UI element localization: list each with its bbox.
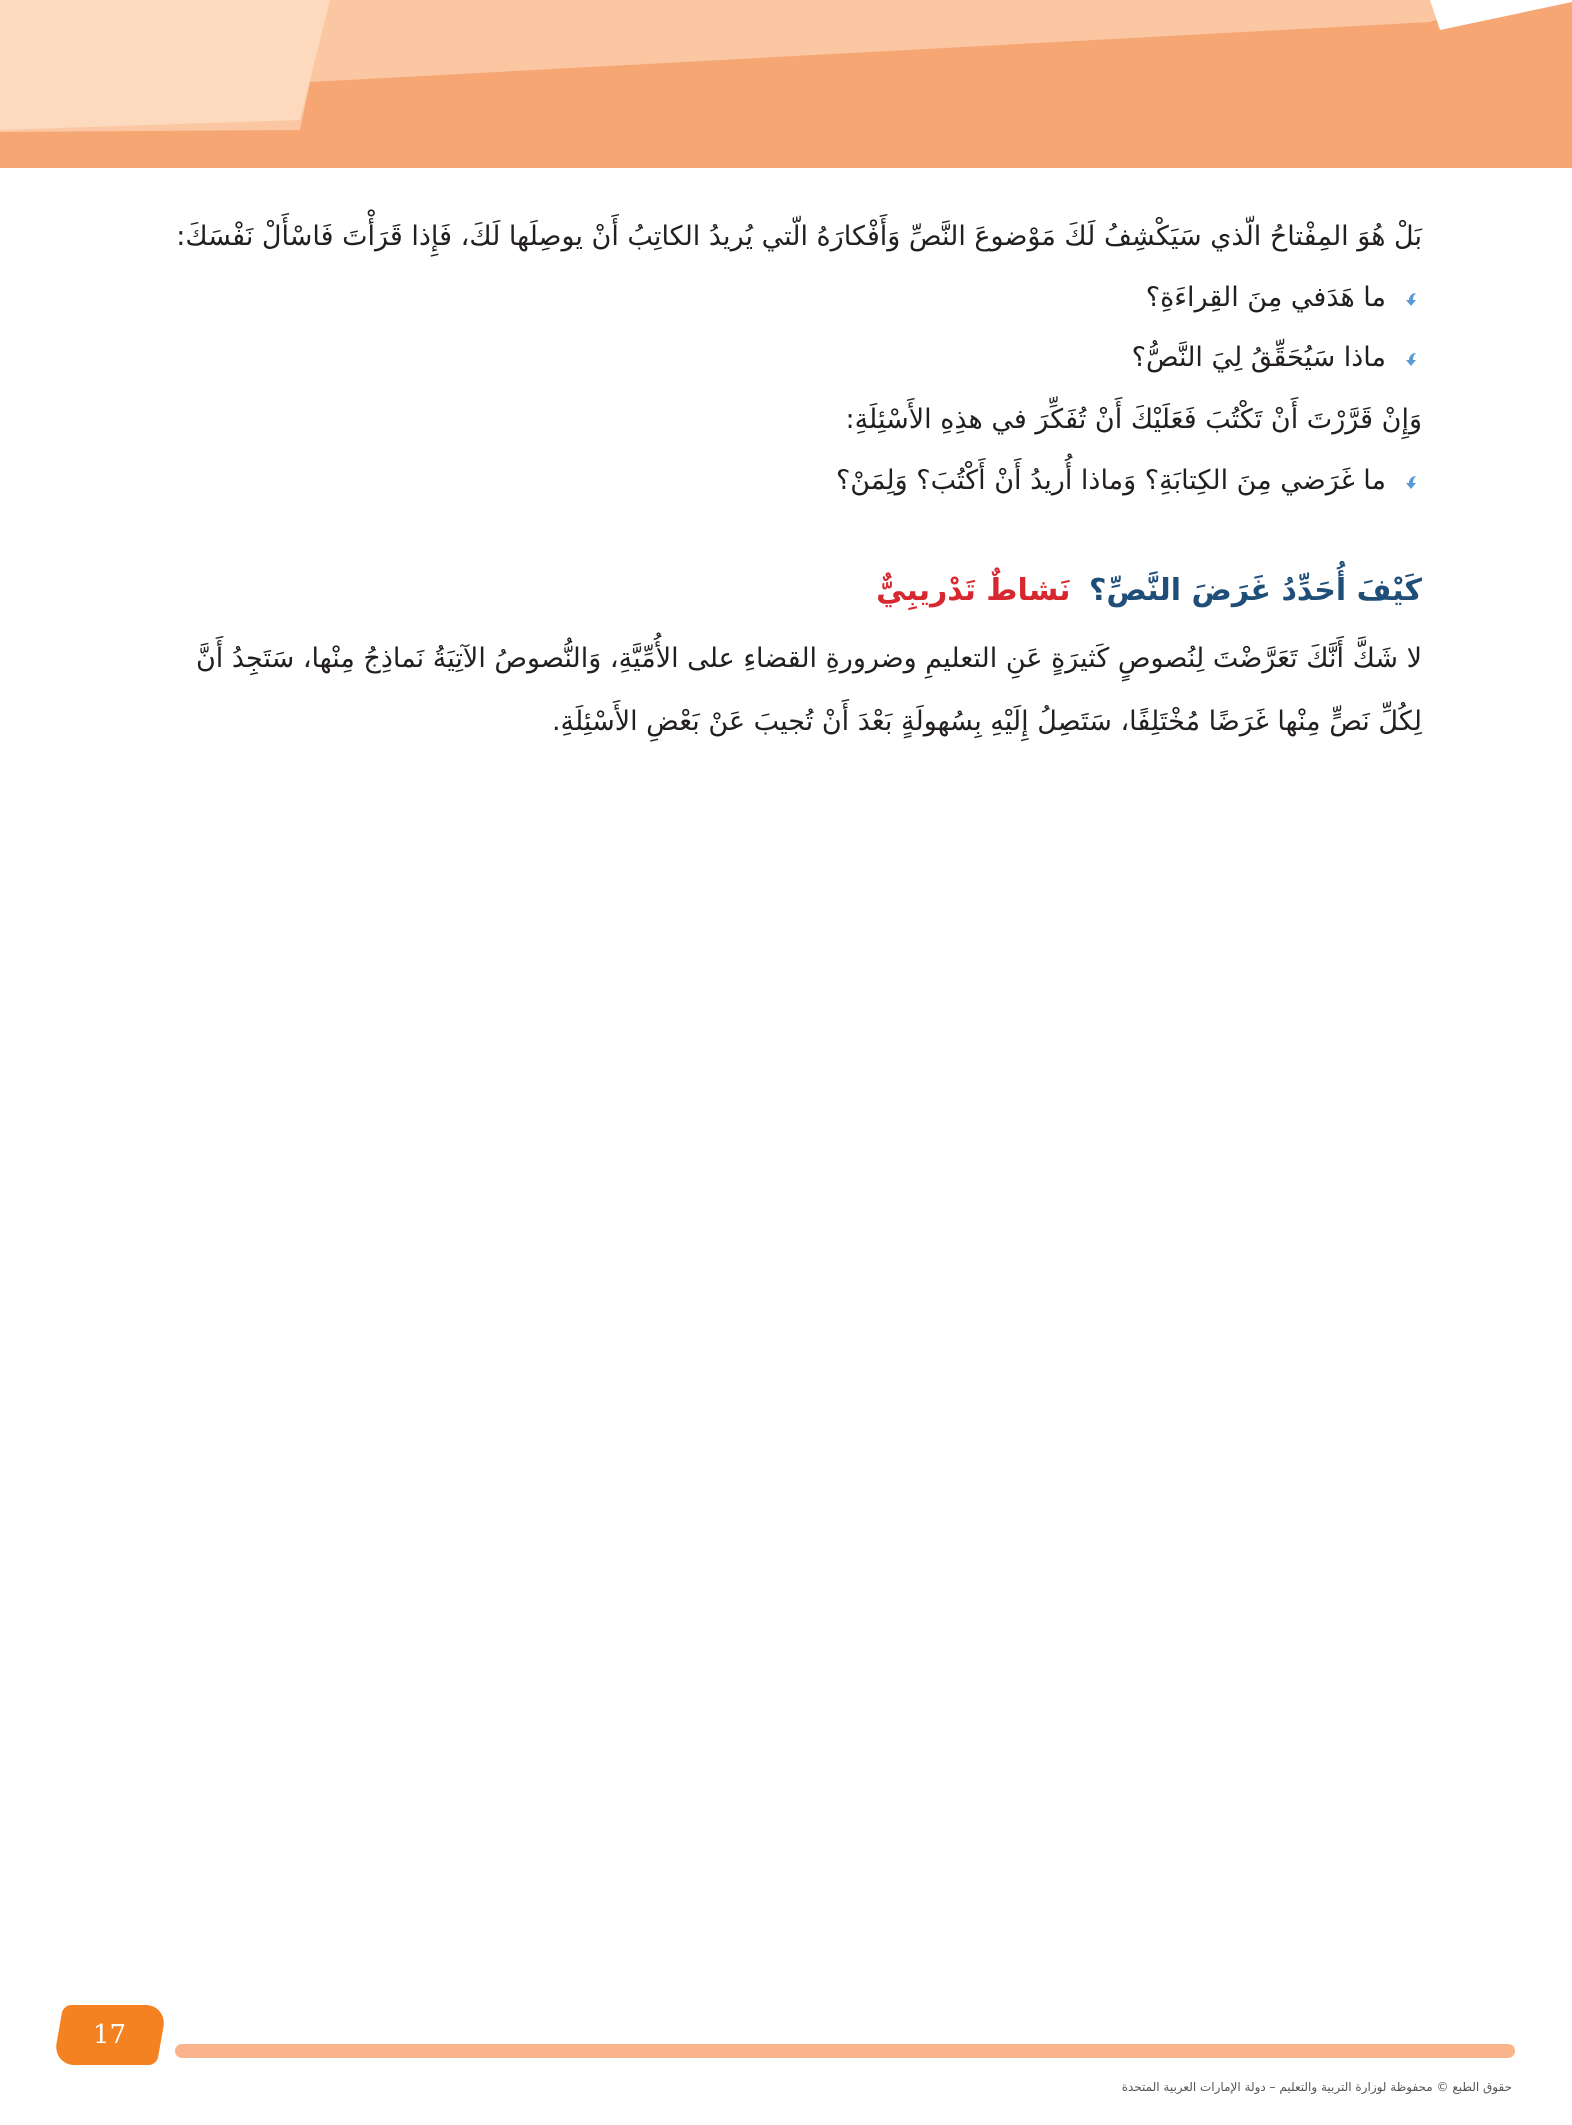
writing-question <box>150 451 1422 511</box>
footer-bar <box>175 2044 1515 2058</box>
main-content <box>150 205 1422 753</box>
section-heading <box>150 561 1422 621</box>
page-number-badge <box>53 2005 168 2065</box>
writing-intro: وَإِنْ قَرَّرْتَ أَنْ تَكْتُبَ فَعَلَيْكَ أَنْ تُفَكِّرَ في هذِهِ الأَسْئِلَةِ: <box>845 404 1422 435</box>
reading-question <box>150 268 1422 328</box>
section-question: كَيْفَ أُحَدِّدُ غَرَضَ النَّصِّ؟ <box>1088 573 1422 608</box>
header-decoration <box>0 0 1572 168</box>
page-header-band <box>0 0 1572 168</box>
bullet-icon <box>1402 350 1420 368</box>
reading-question <box>150 328 1422 388</box>
writing-question-text: ما غَرَضي مِنَ الكِتابَةِ؟ وَماذا أُريدُ أَنْ أَكْتُبَ؟ وَلِمَنْ؟ <box>835 465 1386 496</box>
activity-label: نَشاطٌ تَدْريبِيٌّ <box>876 573 1071 608</box>
reading-question-text: ما هَدَفي مِنَ القِراءَةِ؟ <box>1145 282 1386 313</box>
reading-question-text: ماذا سَيُحَقِّقُ لِيَ النَّصُّ؟ <box>1131 342 1386 373</box>
bullet-icon <box>1402 290 1420 308</box>
page-number: 17 <box>93 2020 127 2050</box>
activity-paragraph: لا شَكَّ أَنَّكَ تَعَرَّضْتَ لِنُصوصٍ كَثيرَةٍ عَنِ التعليمِ وضرورةِ القضاءِ على الأُمِّيَّةِ، وَالنُّصوصُ الآتِيَةُ نَماذِجُ مِنْها، سَتَجِدُ أَنَّ لِكُلِّ نَصٍّ مِنْها غَرَضًا مُخْتَلِفًا، سَتَصِلُ إِلَيْهِ بِسُهولَةٍ بَعْدَ أَنْ تُجيبَ عَنْ بَعْضِ الأَسْئِلَةِ. <box>195 643 1422 737</box>
bullet-icon <box>1402 473 1420 491</box>
intro-paragraph: بَلْ هُوَ المِفْتاحُ الّذي سَيَكْشِفُ لَكَ مَوْضوعَ النَّصِّ وَأَفْكارَهُ الّتي يُريدُ الكاتِبُ أَنْ يوصِلَها لَكَ، فَإِذا قَرَأْتَ فَاسْأَلْ نَفْسَكَ: <box>176 221 1422 252</box>
copyright-notice: حقوق الطبع © محفوظة لوزارة التربية والتعليم – دولة الإمارات العربية المتحدة <box>1121 2080 1512 2094</box>
